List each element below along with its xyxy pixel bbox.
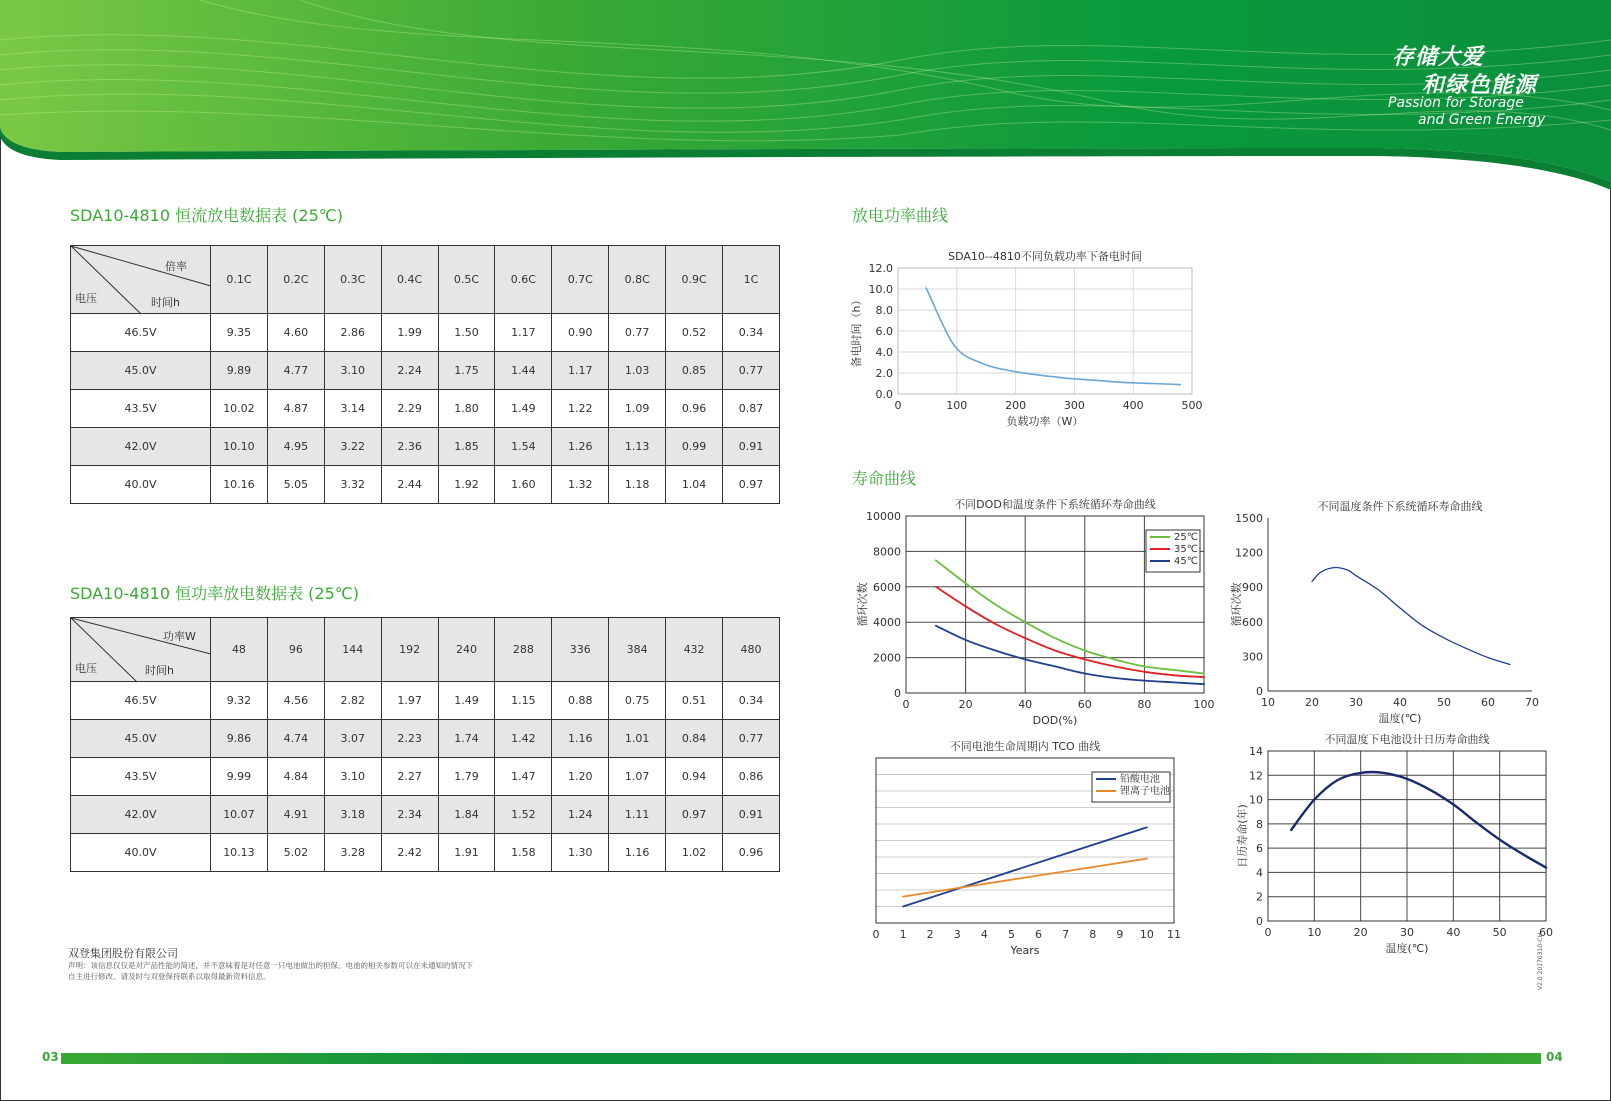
- table-row: [71, 720, 780, 758]
- x-tick-label: 50: [1437, 696, 1451, 709]
- y-tick-label: 600: [1242, 615, 1263, 629]
- table-cell: 0.77: [609, 314, 666, 352]
- column-header: 48: [211, 618, 268, 682]
- x-tick-label: 2: [926, 928, 934, 941]
- header-banner: [0, 0, 1611, 190]
- y-tick-label: 10.0: [868, 283, 893, 296]
- table-cell: 3.32: [324, 466, 381, 504]
- table-cell: 0.87: [723, 390, 780, 428]
- table-cell: 0.86: [723, 758, 780, 796]
- legend-label: 35℃: [1174, 544, 1198, 555]
- series-line: [903, 827, 1147, 906]
- column-header: 192: [381, 618, 438, 682]
- table-cell: 4.91: [267, 796, 324, 834]
- table-cell: 0.99: [666, 428, 723, 466]
- x-axis-label: 温度(℃): [1378, 712, 1422, 725]
- table-cell: 0.34: [723, 682, 780, 720]
- table-cell: 3.18: [324, 796, 381, 834]
- slogan-chinese-line2: 和绿色能源: [1422, 73, 1538, 98]
- table-cell: 0.97: [666, 796, 723, 834]
- table-cell: 3.22: [324, 428, 381, 466]
- y-tick-label: 1200: [1235, 546, 1263, 560]
- row-label: 45.0V: [71, 720, 211, 758]
- constant-power-table: [70, 617, 780, 872]
- table-row: [71, 682, 780, 720]
- table-cell: 0.77: [723, 352, 780, 390]
- y-tick-label: 1500: [1235, 512, 1263, 525]
- corner-voltage-label: 电压: [75, 662, 97, 675]
- table-cell: 4.84: [267, 758, 324, 796]
- table-cell: 2.86: [324, 314, 381, 352]
- x-tick-label: 1: [899, 928, 907, 941]
- x-tick-label: 20: [1305, 696, 1319, 709]
- table-cell: 1.44: [495, 352, 552, 390]
- table-cell: 1.17: [552, 352, 609, 390]
- y-tick-label: 6.0: [875, 325, 893, 338]
- table-cell: 4.77: [267, 352, 324, 390]
- x-tick-label: 60: [1481, 696, 1495, 709]
- table-cell: 10.02: [211, 390, 268, 428]
- table-cell: 1.79: [438, 758, 495, 796]
- constant-current-table: [70, 245, 780, 504]
- column-header: 0.5C: [438, 246, 495, 314]
- table-cell: 1.01: [609, 720, 666, 758]
- y-tick-label: 12.0: [868, 262, 893, 275]
- x-tick-label: 5: [1007, 928, 1015, 941]
- table-row: [71, 834, 780, 872]
- table-cell: 4.74: [267, 720, 324, 758]
- table-header-row: [71, 618, 780, 682]
- table-cell: 4.60: [267, 314, 324, 352]
- table-cell: 1.74: [438, 720, 495, 758]
- table-cell: 4.87: [267, 390, 324, 428]
- table-header-row: [71, 246, 780, 314]
- legend-label: 25℃: [1174, 532, 1198, 543]
- table-corner-cell: [71, 618, 211, 682]
- table1-title: SDA10-4810 恒流放电数据表 (25℃): [70, 206, 343, 225]
- table-cell: 0.90: [552, 314, 609, 352]
- y-tick-label: 4.0: [875, 346, 893, 359]
- x-tick-label: 3: [953, 928, 961, 941]
- y-tick-label: 2000: [873, 651, 901, 665]
- table-cell: 3.14: [324, 390, 381, 428]
- series-line: [936, 587, 1204, 677]
- x-axis-label: Years: [1010, 944, 1040, 957]
- table-cell: 4.56: [267, 682, 324, 720]
- table-cell: 1.58: [495, 834, 552, 872]
- table-cell: 1.49: [438, 682, 495, 720]
- y-tick-label: 12: [1249, 769, 1263, 783]
- x-tick-label: 10: [1261, 696, 1275, 709]
- chart-title: 不同电池生命周期内 TCO 曲线: [949, 740, 1101, 753]
- table-cell: 1.24: [552, 796, 609, 834]
- table-cell: 1.92: [438, 466, 495, 504]
- table-corner-cell: [71, 246, 211, 314]
- row-label: 46.5V: [71, 682, 211, 720]
- y-tick-label: 8: [1256, 817, 1263, 831]
- x-tick-label: 0: [1264, 926, 1272, 939]
- legend-label: 锂离子电池: [1120, 786, 1170, 797]
- table-cell: 1.91: [438, 834, 495, 872]
- y-tick-label: 8.0: [875, 304, 893, 317]
- x-tick-label: 300: [1063, 399, 1085, 412]
- y-tick-label: 2: [1256, 890, 1263, 904]
- y-tick-label: 0.0: [875, 388, 893, 401]
- x-tick-label: 20: [958, 698, 973, 711]
- column-header: 384: [609, 618, 666, 682]
- table-row: [71, 428, 780, 466]
- y-tick-label: 0: [894, 687, 901, 700]
- table-cell: 1.52: [495, 796, 552, 834]
- y-tick-label: 6: [1256, 842, 1263, 856]
- column-header: 0.2C: [267, 246, 324, 314]
- y-tick-label: 300: [1242, 650, 1263, 664]
- x-tick-label: 20: [1353, 926, 1368, 939]
- table-cell: 1.20: [552, 758, 609, 796]
- corner-time-label: 时间h: [145, 664, 174, 677]
- table-cell: 1.49: [495, 390, 552, 428]
- power-curve-title: 放电功率曲线: [852, 206, 949, 225]
- row-label: 43.5V: [71, 758, 211, 796]
- table-cell: 0.51: [666, 682, 723, 720]
- table-cell: 1.03: [609, 352, 666, 390]
- chart-title: 不同温度下电池设计日历寿命曲线: [1324, 733, 1490, 746]
- table-cell: 0.91: [723, 428, 780, 466]
- corner-voltage-label: 电压: [75, 292, 97, 305]
- table-cell: 1.13: [609, 428, 666, 466]
- table-cell: 1.50: [438, 314, 495, 352]
- footer-bar: [61, 1053, 1541, 1064]
- table-cell: 9.86: [211, 720, 268, 758]
- table-cell: 1.16: [609, 834, 666, 872]
- page-number-left: 03: [42, 1050, 59, 1064]
- life-curve-title: 寿命曲线: [852, 469, 917, 488]
- y-tick-label: 14: [1249, 745, 1263, 758]
- column-header: 336: [552, 618, 609, 682]
- y-axis-label: 循环次数: [1230, 582, 1243, 627]
- slogan-english-line2: and Green Energy: [1418, 112, 1546, 128]
- x-tick-label: 8: [1089, 928, 1097, 941]
- table-cell: 2.36: [381, 428, 438, 466]
- table-cell: 5.05: [267, 466, 324, 504]
- x-tick-label: 4: [980, 928, 988, 941]
- table-cell: 5.02: [267, 834, 324, 872]
- x-tick-label: 0: [894, 399, 902, 412]
- table-cell: 3.10: [324, 352, 381, 390]
- tco-chart: [858, 736, 1210, 971]
- table-cell: 2.82: [324, 682, 381, 720]
- column-header: 288: [495, 618, 552, 682]
- table-cell: 1.60: [495, 466, 552, 504]
- table-cell: 0.34: [723, 314, 780, 352]
- table-cell: 0.85: [666, 352, 723, 390]
- cycle-dod-chart: [850, 492, 1215, 737]
- table-cell: 1.18: [609, 466, 666, 504]
- column-header: 0.7C: [552, 246, 609, 314]
- y-tick-label: 6000: [873, 580, 901, 594]
- table-row: [71, 758, 780, 796]
- page-number-right: 04: [1546, 1050, 1563, 1064]
- table-cell: 9.89: [211, 352, 268, 390]
- y-tick-label: 4000: [873, 616, 901, 630]
- x-tick-label: 10: [1139, 928, 1154, 941]
- row-label: 42.0V: [71, 428, 211, 466]
- x-tick-label: 9: [1116, 928, 1124, 941]
- table-cell: 1.54: [495, 428, 552, 466]
- row-label: 40.0V: [71, 466, 211, 504]
- table-row: [71, 796, 780, 834]
- x-tick-label: 70: [1525, 696, 1539, 709]
- table-cell: 0.75: [609, 682, 666, 720]
- x-axis-label: 温度(℃): [1385, 942, 1429, 955]
- slogan-chinese-line1: 存储大爱: [1392, 45, 1485, 70]
- row-label: 46.5V: [71, 314, 211, 352]
- table-row: [71, 352, 780, 390]
- table-cell: 1.22: [552, 390, 609, 428]
- table-cell: 9.32: [211, 682, 268, 720]
- y-axis-label: 循环次数: [856, 582, 869, 627]
- x-tick-label: 0: [902, 698, 910, 711]
- table-cell: 1.04: [666, 466, 723, 504]
- table-cell: 3.10: [324, 758, 381, 796]
- version-code: V2.0 20170310-CH: [1537, 933, 1544, 990]
- y-tick-label: 8000: [873, 545, 901, 559]
- column-header: 0.4C: [381, 246, 438, 314]
- table-cell: 9.35: [211, 314, 268, 352]
- table-cell: 1.07: [609, 758, 666, 796]
- x-tick-label: 60: [1077, 698, 1092, 711]
- column-header: 96: [267, 618, 324, 682]
- table-cell: 0.94: [666, 758, 723, 796]
- x-tick-label: 60: [1539, 926, 1553, 939]
- table-cell: 2.29: [381, 390, 438, 428]
- x-tick-label: 500: [1181, 399, 1203, 412]
- y-tick-label: 10000: [866, 510, 901, 523]
- y-tick-label: 0: [1256, 685, 1263, 698]
- table-cell: 1.09: [609, 390, 666, 428]
- cycle-temp-chart: [1230, 496, 1550, 731]
- table-cell: 1.02: [666, 834, 723, 872]
- x-tick-label: 80: [1137, 698, 1152, 711]
- x-tick-label: 11: [1167, 928, 1181, 941]
- x-tick-label: 200: [1005, 399, 1027, 412]
- table-row: [71, 466, 780, 504]
- x-tick-label: 100: [1193, 698, 1215, 711]
- table-row: [71, 390, 780, 428]
- table-cell: 0.91: [723, 796, 780, 834]
- x-tick-label: 7: [1062, 928, 1070, 941]
- series-line: [926, 288, 1180, 385]
- table-cell: 1.97: [381, 682, 438, 720]
- table-cell: 10.10: [211, 428, 268, 466]
- x-tick-label: 0: [872, 928, 880, 941]
- table-cell: 1.80: [438, 390, 495, 428]
- x-tick-label: 400: [1122, 399, 1144, 412]
- column-header: 0.3C: [324, 246, 381, 314]
- table-cell: 1.42: [495, 720, 552, 758]
- legend-label: 45℃: [1174, 556, 1198, 567]
- legend-label: 铅酸电池: [1120, 774, 1160, 785]
- table-cell: 0.84: [666, 720, 723, 758]
- series-line: [1291, 772, 1546, 868]
- column-header: 480: [723, 618, 780, 682]
- corner-rate-label: 倍率: [165, 260, 187, 273]
- y-tick-label: 2.0: [875, 367, 893, 380]
- table-cell: 0.96: [723, 834, 780, 872]
- table-row: [71, 314, 780, 352]
- chart-title: 不同温度条件下系统循环寿命曲线: [1317, 500, 1483, 513]
- series-line: [936, 560, 1204, 673]
- column-header: 432: [666, 618, 723, 682]
- column-header: 144: [324, 618, 381, 682]
- slogan-english-line1: Passion for Storage: [1388, 95, 1524, 111]
- table-cell: 1.15: [495, 682, 552, 720]
- table-cell: 0.88: [552, 682, 609, 720]
- table-cell: 1.16: [552, 720, 609, 758]
- x-tick-label: 40: [1446, 926, 1461, 939]
- table-cell: 0.77: [723, 720, 780, 758]
- table-cell: 1.32: [552, 466, 609, 504]
- calendar-life-chart: [1234, 731, 1553, 961]
- y-tick-label: 900: [1242, 581, 1263, 595]
- backup-time-chart: [846, 242, 1216, 442]
- table-cell: 3.07: [324, 720, 381, 758]
- x-tick-label: 10: [1307, 926, 1322, 939]
- table-cell: 1.84: [438, 796, 495, 834]
- table-cell: 0.97: [723, 466, 780, 504]
- row-label: 45.0V: [71, 352, 211, 390]
- series-line: [903, 859, 1147, 897]
- x-tick-label: 100: [946, 399, 968, 412]
- x-axis-label: 负载功率（W）: [1006, 415, 1084, 428]
- table-cell: 1.85: [438, 428, 495, 466]
- chart-title: 不同DOD和温度条件下系统循环寿命曲线: [954, 498, 1156, 511]
- table-cell: 1.30: [552, 834, 609, 872]
- table-cell: 1.75: [438, 352, 495, 390]
- row-label: 42.0V: [71, 796, 211, 834]
- y-tick-label: 4: [1256, 866, 1263, 880]
- corner-power-label: 功率W: [163, 630, 196, 643]
- x-tick-label: 30: [1349, 696, 1363, 709]
- column-header: 0.1C: [211, 246, 268, 314]
- table-cell: 9.99: [211, 758, 268, 796]
- table-cell: 2.42: [381, 834, 438, 872]
- y-tick-label: 0: [1256, 915, 1263, 928]
- disclaimer-text: 声明：该信息仅仅是对产品性能的简述，并不意味着是对任意一只电池做出的担保。电池的相关参数可以在未通知的情况下自主进行修改。请及时与双登保持联系以取得最新资料信息。: [68, 961, 473, 981]
- column-header: 0.9C: [666, 246, 723, 314]
- column-header: 240: [438, 618, 495, 682]
- table-cell: 1.11: [609, 796, 666, 834]
- table-cell: 1.26: [552, 428, 609, 466]
- x-tick-label: 40: [1393, 696, 1407, 709]
- table-cell: 3.28: [324, 834, 381, 872]
- chart-title: SDA10--4810不同负载功率下备电时间: [948, 250, 1142, 263]
- table-cell: 10.07: [211, 796, 268, 834]
- table-cell: 2.23: [381, 720, 438, 758]
- x-tick-label: 30: [1400, 926, 1414, 939]
- table-cell: 1.47: [495, 758, 552, 796]
- table-cell: 1.99: [381, 314, 438, 352]
- column-header: 1C: [723, 246, 780, 314]
- company-name: 双登集团股份有限公司: [68, 947, 178, 960]
- row-label: 40.0V: [71, 834, 211, 872]
- table-cell: 2.27: [381, 758, 438, 796]
- x-tick-label: 6: [1035, 928, 1043, 941]
- corner-time-label: 时间h: [151, 296, 180, 309]
- table-cell: 0.96: [666, 390, 723, 428]
- table-cell: 10.16: [211, 466, 268, 504]
- table-cell: 10.13: [211, 834, 268, 872]
- table2-title: SDA10-4810 恒功率放电数据表 (25℃): [70, 584, 359, 603]
- series-line: [1312, 568, 1510, 665]
- table-cell: 4.95: [267, 428, 324, 466]
- y-axis-label: 日历寿命(年): [1236, 804, 1249, 868]
- row-label: 43.5V: [71, 390, 211, 428]
- table-cell: 2.24: [381, 352, 438, 390]
- table-cell: 1.17: [495, 314, 552, 352]
- table-cell: 2.44: [381, 466, 438, 504]
- x-axis-label: DOD(%): [1032, 714, 1078, 727]
- y-tick-label: 10: [1249, 793, 1263, 807]
- column-header: 0.6C: [495, 246, 552, 314]
- table-cell: 0.52: [666, 314, 723, 352]
- column-header: 0.8C: [609, 246, 666, 314]
- table-cell: 2.34: [381, 796, 438, 834]
- x-tick-label: 50: [1492, 926, 1507, 939]
- y-axis-label: 备电时间（h）: [850, 294, 863, 368]
- x-tick-label: 40: [1018, 698, 1033, 711]
